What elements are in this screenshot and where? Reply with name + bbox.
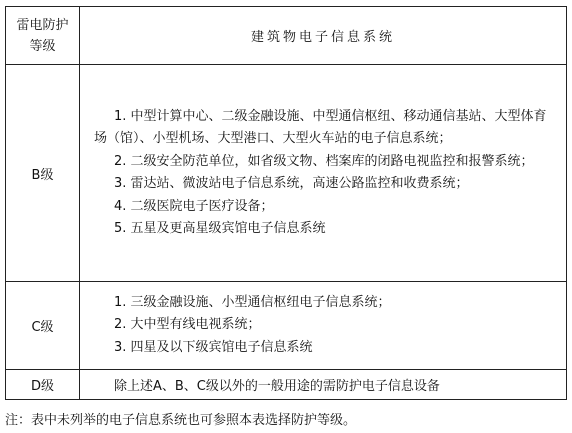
header-protection-level (6, 7, 80, 65)
list-item: 1. 三级金融设施、小型通信枢纽电子信息系统； (114, 294, 391, 310)
system-cell-c (80, 282, 567, 370)
level-cell-d: D级 (6, 370, 80, 400)
header-electronic-system: 建筑物电子信息系统 (80, 7, 567, 65)
list-item: 1. 中型计算中心、二级金融设施、中型通信枢纽、移动通信基站、大型体育场（馆）、小型机场、大型港口、大型火车站的电子信息系统； (94, 108, 547, 146)
list-item: 4. 二级医院电子医疗设备； (114, 198, 274, 214)
system-cell-b (80, 65, 567, 282)
protection-level-table (5, 6, 567, 400)
header-level-line2: 等级 (29, 38, 56, 54)
system-cell-d: 除上述A、B、C级以外的一般用途的需防护电子信息设备 (80, 370, 567, 400)
table-row-c (6, 282, 567, 370)
table-row-d (6, 370, 567, 400)
list-item: 3. 雷达站、微波站电子信息系统，高速公路监控和收费系统； (114, 176, 469, 191)
level-cell-b: B级 (6, 65, 80, 282)
list-item: 3. 四星及以下级宾馆电子信息系统 (114, 339, 313, 355)
list-item: 5. 五星及更高星级宾馆电子信息系统 (114, 221, 326, 236)
table-row-b (6, 65, 567, 282)
list-item: 2. 大中型有线电视系统； (114, 317, 261, 333)
list-item: 2. 二级安全防范单位，如省级文物、档案库的闭路电视监控和报警系统； (114, 153, 534, 169)
level-cell-c: C级 (6, 282, 80, 370)
header-level-line1: 雷电防护 (16, 17, 69, 33)
table-footnote: 注：表中未列举的电子信息系统也可参照本表选择防护等级。 (5, 413, 357, 428)
table-header-row (6, 7, 567, 65)
